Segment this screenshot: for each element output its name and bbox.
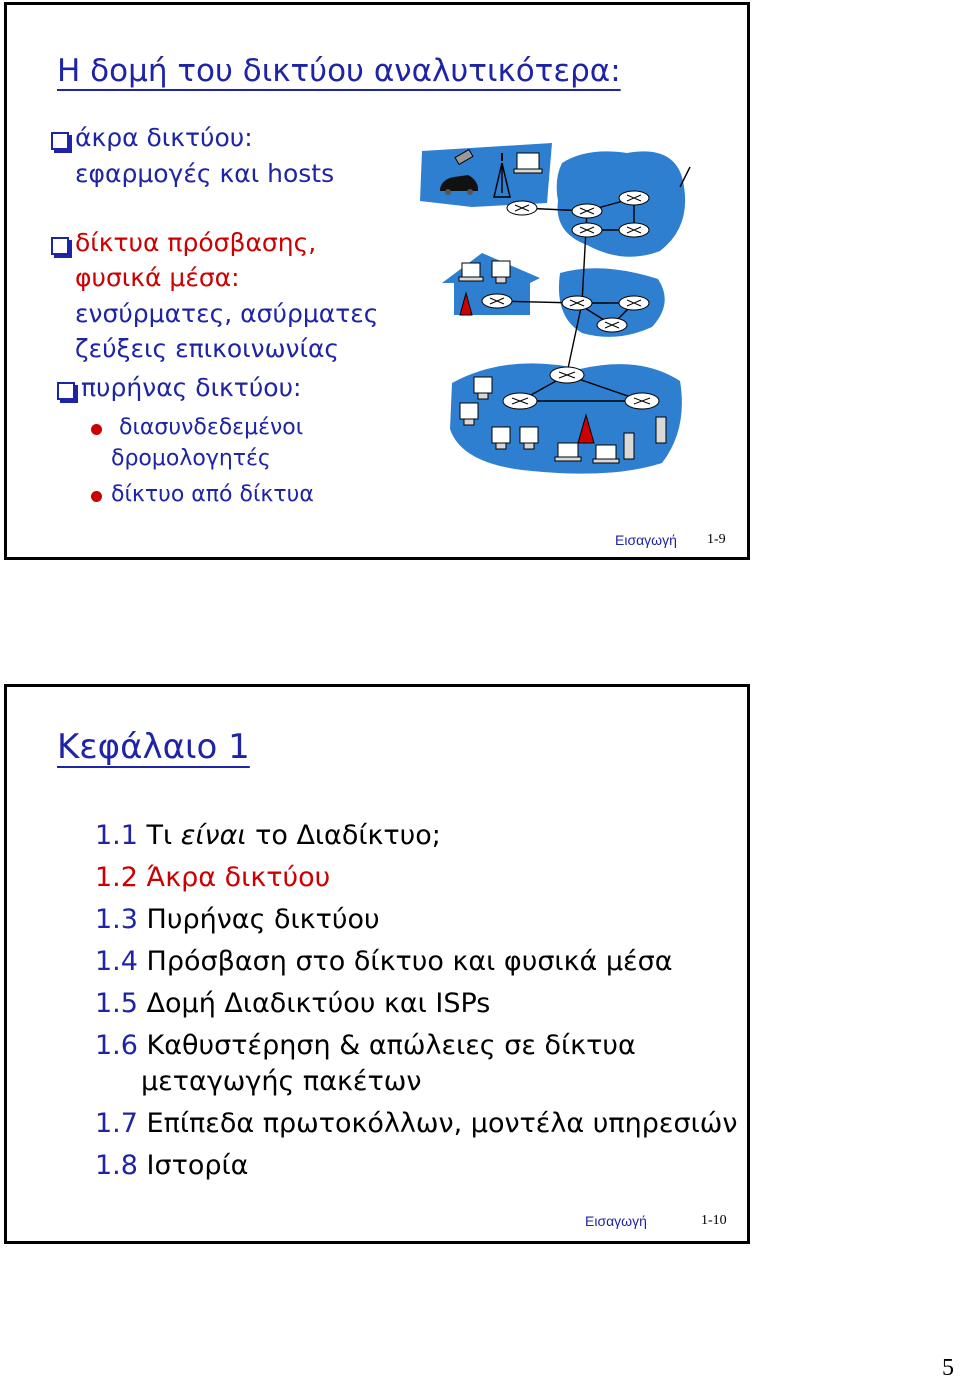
laptop-icon	[514, 153, 542, 173]
router-icon	[597, 318, 627, 332]
router-icon	[572, 204, 602, 218]
toc-item-1-1: 1.1 Τι είναι το Διαδίκτυο;	[95, 820, 441, 851]
slide-2-title: Κεφάλαιο 1	[57, 727, 250, 767]
slide-2-footer-number: 1-10	[701, 1213, 727, 1228]
network-diagram	[412, 133, 742, 483]
server-icon	[624, 433, 634, 459]
core-item-network-of-networks: δίκτυο από δίκτυα	[111, 482, 314, 507]
core-item-routers: διασυνδεδεμένοι	[119, 415, 304, 440]
router-icon	[562, 296, 592, 310]
slide-1-title: Η δομή του δικτύου αναλυτικότερα:	[57, 53, 621, 89]
toc-item-1-4: 1.4 Πρόσβαση στο δίκτυο και φυσικά μέσα	[95, 946, 673, 977]
bullet-access-sub-2: ζεύξεις επικοινωνίας	[75, 334, 340, 363]
toc-item-1-6-cont: μεταγωγής πακέτων	[141, 1066, 422, 1097]
laptop-icon	[593, 445, 619, 463]
checkbox-bullet-icon	[51, 237, 69, 255]
slide-2-footer-label: Εισαγωγή	[585, 1213, 647, 1229]
router-icon	[507, 201, 537, 215]
core-item-routers-2: δρομολογητές	[111, 446, 271, 471]
circle-bullet-icon	[91, 424, 102, 435]
laptop-icon	[555, 443, 581, 461]
slide-1-footer-label: Εισαγωγή	[615, 532, 677, 548]
checkbox-bullet-icon	[51, 132, 69, 150]
bullet-edge-label: άκρα δικτύου:	[75, 123, 253, 152]
router-icon	[503, 393, 537, 409]
toc-item-1-3: 1.3 Πυρήνας δικτύου	[95, 904, 380, 935]
slide-1	[4, 2, 750, 560]
router-icon	[619, 296, 649, 310]
router-icon	[619, 223, 649, 237]
toc-item-1-7: 1.7 Επίπεδα πρωτοκόλλων, μοντέλα υπηρεσιών	[95, 1108, 738, 1139]
router-icon	[482, 294, 512, 308]
toc-item-1-2: 1.2 Άκρα δικτύου	[95, 862, 331, 893]
toc-item-1-8: 1.8 Ιστορία	[95, 1150, 249, 1181]
slide-1-footer-number: 1-9	[707, 532, 726, 547]
router-icon	[625, 393, 659, 409]
bullet-access-sub: ενσύρματες, ασύρματες	[75, 299, 379, 328]
checkbox-bullet-icon	[57, 382, 75, 400]
router-icon	[572, 223, 602, 237]
slide-2	[4, 684, 750, 1244]
bullet-access-label-2: φυσικά μέσα:	[75, 263, 240, 292]
institutional-network-region	[557, 151, 685, 256]
bullet-access-label: δίκτυα πρόσβασης,	[75, 228, 317, 257]
toc-item-1-5: 1.5 Δομή Διαδικτύου και ISPs	[95, 988, 491, 1019]
circle-bullet-icon	[91, 491, 102, 502]
server-icon	[656, 417, 666, 443]
router-icon	[550, 367, 584, 383]
router-icon	[619, 191, 649, 205]
page-number: 5	[942, 1355, 954, 1381]
bullet-edge-sub: εφαρμογές και hosts	[75, 159, 335, 188]
laptop-icon	[459, 263, 483, 281]
toc-item-1-6: 1.6 Καθυστέρηση & απώλειες σε δίκτυα	[95, 1030, 636, 1061]
bullet-core-label: πυρήνας δικτύου:	[81, 373, 302, 402]
